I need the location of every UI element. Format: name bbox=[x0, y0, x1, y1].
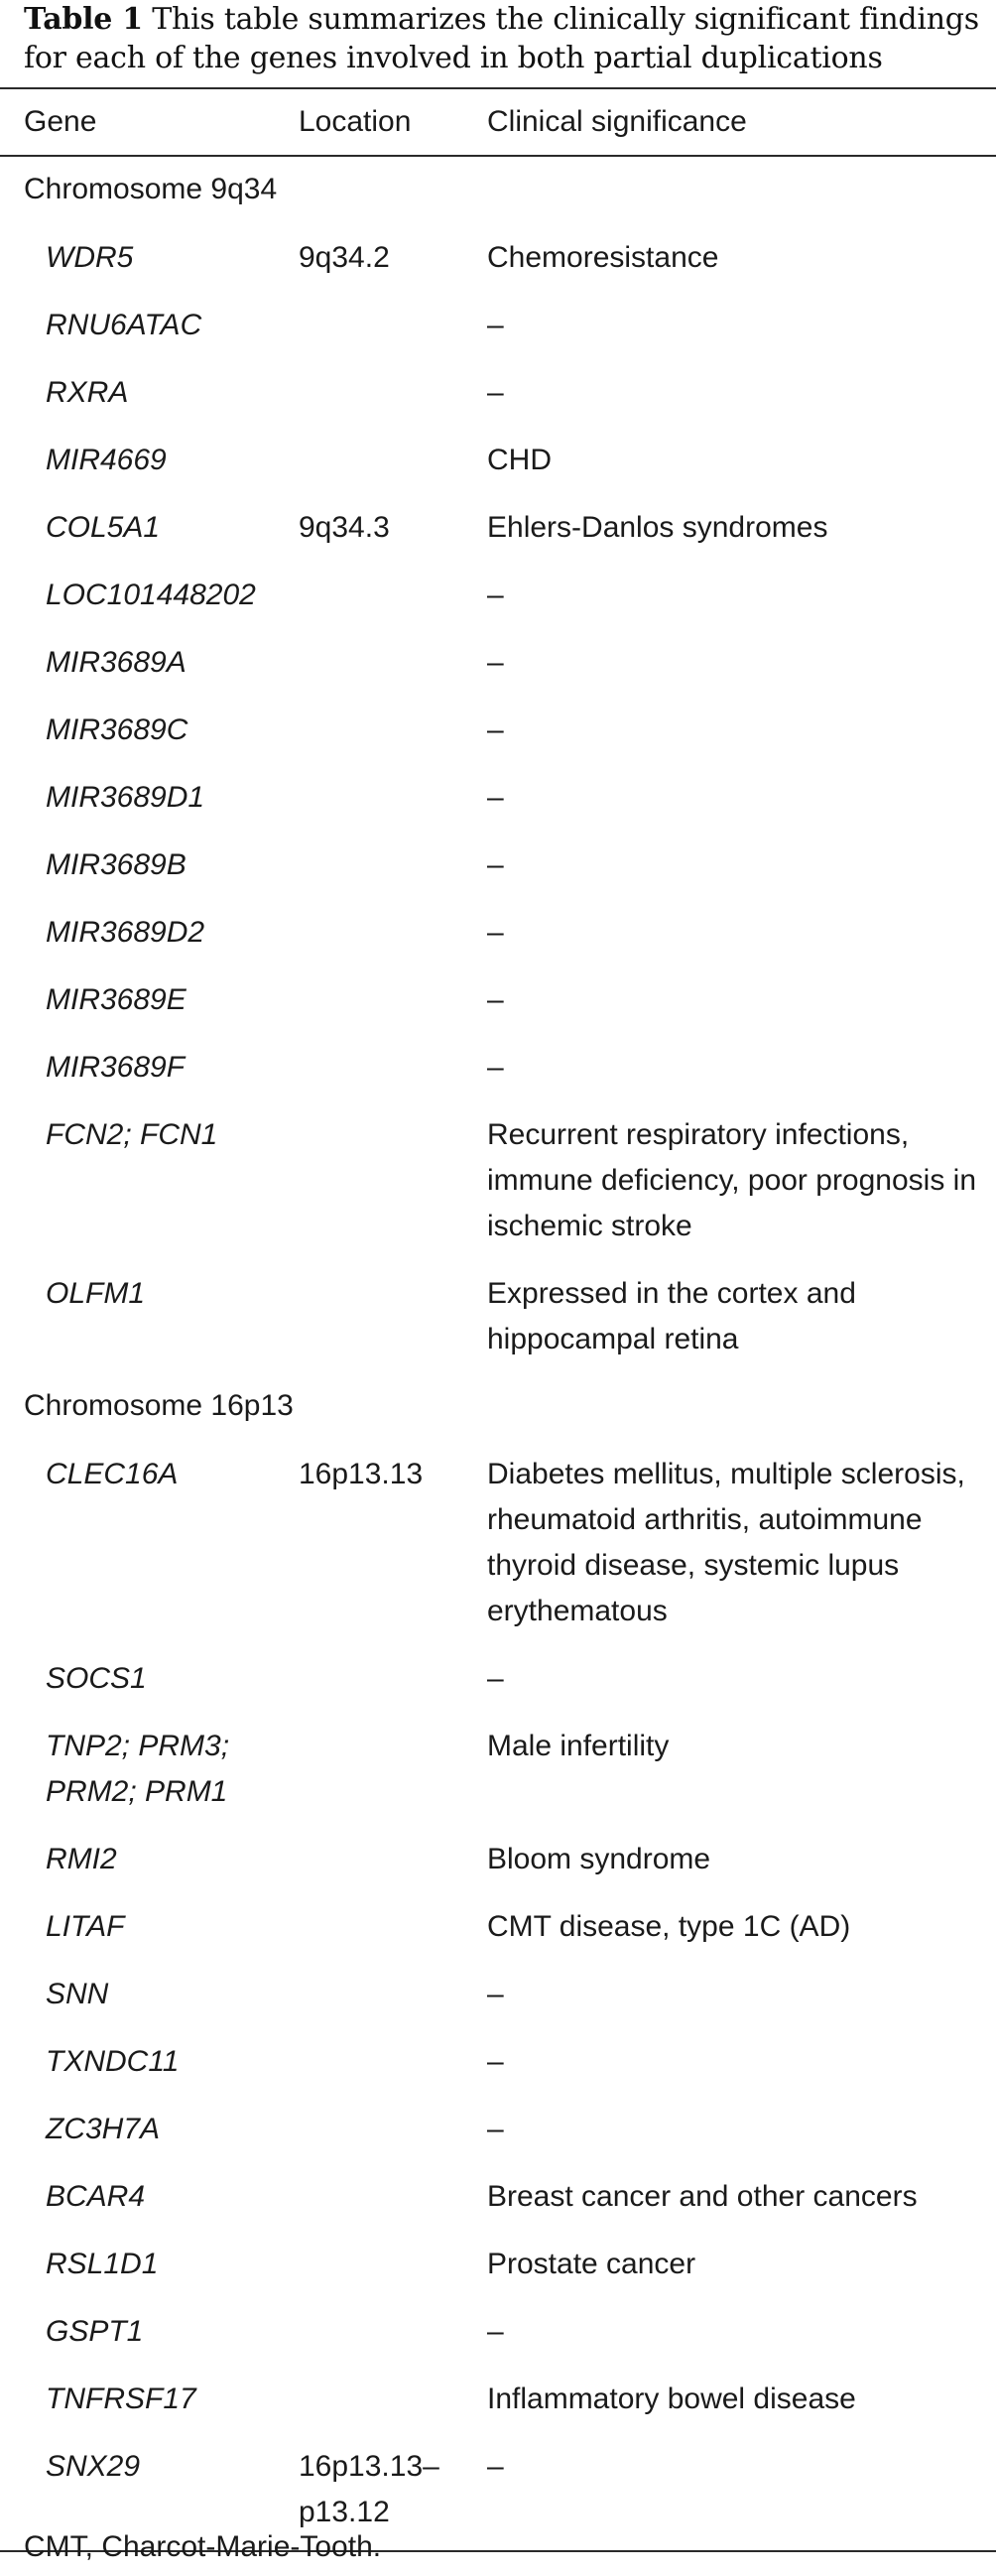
location-cell bbox=[297, 966, 485, 1034]
significance-cell: CHD bbox=[487, 444, 552, 476]
significance-cell: Diabetes mellitus, multiple sclerosis, rheumatoid arthritis, autoimmune thyroid disease, systemic lupus erythematous bbox=[487, 1458, 965, 1627]
gene-cell: COL5A1 bbox=[46, 511, 161, 544]
significance-cell: – bbox=[487, 781, 504, 814]
significance-cell: Expressed in the cortex and hippocampal retina bbox=[487, 1277, 856, 1355]
location-cell: 9q34.2 bbox=[299, 241, 390, 274]
table-row bbox=[0, 1441, 996, 1645]
gene-cell: TXNDC11 bbox=[46, 2045, 180, 2078]
table-row bbox=[0, 1260, 996, 1373]
location-cell bbox=[297, 1034, 485, 1101]
location-cell: 16p13.13 bbox=[299, 1458, 424, 1490]
significance-cell: – bbox=[487, 983, 504, 1016]
gene-cell: MIR3689A bbox=[46, 646, 187, 679]
table-row bbox=[0, 2298, 996, 2366]
significance-cell: – bbox=[487, 309, 504, 341]
location-cell bbox=[297, 2096, 485, 2163]
header-clinical-significance: Clinical significance bbox=[485, 88, 996, 156]
location-cell bbox=[297, 764, 485, 832]
table-row bbox=[0, 1034, 996, 1101]
location-cell bbox=[297, 832, 485, 899]
location-cell bbox=[297, 1260, 485, 1373]
location-cell bbox=[297, 562, 485, 629]
gene-cell: RXRA bbox=[46, 376, 129, 409]
location-cell bbox=[297, 1826, 485, 1893]
gene-cell: GSPT1 bbox=[46, 2315, 144, 2348]
table-row bbox=[0, 1713, 996, 1826]
caption-text: This table summarizes the clinically significant findings for each of the genes involved in both partial duplications bbox=[24, 2, 979, 75]
table-footnote: CMT, Charcot-Marie-Tooth. bbox=[24, 2530, 382, 2563]
table-row bbox=[0, 629, 996, 697]
table-caption bbox=[24, 0, 986, 77]
table-row bbox=[0, 1961, 996, 2028]
table-label: Table 1 bbox=[24, 2, 143, 37]
location-cell bbox=[297, 1893, 485, 1961]
location-cell bbox=[297, 2231, 485, 2298]
table-row bbox=[0, 966, 996, 1034]
location-cell bbox=[297, 2366, 485, 2433]
gene-cell: MIR3689E bbox=[46, 983, 187, 1016]
gene-cell: MIR3689D1 bbox=[46, 781, 205, 814]
significance-cell: – bbox=[487, 713, 504, 746]
table-row bbox=[0, 2231, 996, 2298]
table-body bbox=[0, 156, 996, 2551]
location-cell bbox=[297, 697, 485, 764]
gene-cell: MIR4669 bbox=[46, 444, 167, 476]
gene-table bbox=[0, 87, 996, 2552]
table-row bbox=[0, 1893, 996, 1961]
significance-cell: Chemoresistance bbox=[487, 241, 719, 274]
header-row bbox=[0, 88, 996, 156]
section-title: Chromosome 16p13 bbox=[24, 1389, 294, 1422]
table-row bbox=[0, 427, 996, 494]
significance-cell: – bbox=[485, 2433, 996, 2551]
significance-cell: Recurrent respiratory infections, immune deficiency, poor prognosis in ischemic stroke bbox=[487, 1118, 977, 1242]
table-row bbox=[0, 2366, 996, 2433]
table-row bbox=[0, 2163, 996, 2231]
location-cell: 16p13.13–p13.12 bbox=[297, 2433, 485, 2551]
gene-cell: CLEC16A bbox=[46, 1458, 179, 1490]
significance-cell: CMT disease, type 1C (AD) bbox=[487, 1910, 851, 1943]
location-cell bbox=[297, 2028, 485, 2096]
significance-cell: – bbox=[487, 2045, 504, 2078]
table-row bbox=[0, 359, 996, 427]
significance-cell: – bbox=[487, 1051, 504, 1084]
significance-cell: Bloom syndrome bbox=[487, 1843, 711, 1875]
table-row bbox=[0, 292, 996, 359]
significance-cell: – bbox=[487, 2113, 504, 2145]
location-cell bbox=[297, 899, 485, 966]
location-cell bbox=[297, 2163, 485, 2231]
significance-cell: – bbox=[487, 646, 504, 679]
significance-cell: – bbox=[487, 1662, 504, 1695]
gene-cell: TNFRSF17 bbox=[46, 2383, 196, 2415]
location-cell bbox=[297, 427, 485, 494]
significance-cell: Breast cancer and other cancers bbox=[487, 2180, 918, 2213]
location-cell bbox=[297, 292, 485, 359]
gene-cell: ZC3H7A bbox=[46, 2113, 161, 2145]
location-cell bbox=[297, 1101, 485, 1260]
gene-cell: MIR3689F bbox=[46, 1051, 186, 1084]
gene-cell: SOCS1 bbox=[46, 1662, 147, 1695]
table-row bbox=[0, 1101, 996, 1260]
significance-cell: – bbox=[487, 848, 504, 881]
table-row bbox=[0, 764, 996, 832]
table-row bbox=[0, 899, 996, 966]
section-title: Chromosome 9q34 bbox=[24, 173, 278, 205]
location-cell bbox=[297, 359, 485, 427]
gene-cell: SNX29 bbox=[0, 2433, 297, 2551]
gene-cell: RNU6ATAC bbox=[46, 309, 202, 341]
section-row bbox=[0, 1373, 996, 1441]
significance-cell: – bbox=[487, 1978, 504, 2010]
significance-cell: – bbox=[487, 579, 504, 611]
table-row bbox=[0, 697, 996, 764]
gene-cell: SNN bbox=[46, 1978, 109, 2010]
table-row bbox=[0, 2096, 996, 2163]
significance-cell: Inflammatory bowel disease bbox=[487, 2383, 856, 2415]
table-row bbox=[0, 562, 996, 629]
significance-cell: – bbox=[487, 916, 504, 949]
significance-cell: Male infertility bbox=[487, 1730, 670, 1762]
gene-cell: MIR3689D2 bbox=[46, 916, 205, 949]
section-row bbox=[0, 156, 996, 224]
significance-cell: – bbox=[487, 376, 504, 409]
gene-cell: LITAF bbox=[46, 1910, 125, 1943]
gene-cell: MIR3689B bbox=[46, 848, 187, 881]
location-cell bbox=[297, 2298, 485, 2366]
table-row bbox=[0, 1826, 996, 1893]
location-cell: 9q34.3 bbox=[299, 511, 390, 544]
table-row bbox=[0, 1645, 996, 1713]
table-row bbox=[0, 494, 996, 562]
table-row bbox=[0, 832, 996, 899]
table-row bbox=[0, 224, 996, 292]
location-cell bbox=[297, 629, 485, 697]
gene-cell: BCAR4 bbox=[46, 2180, 146, 2213]
gene-cell: OLFM1 bbox=[46, 1277, 146, 1310]
significance-cell: Ehlers-Danlos syndromes bbox=[487, 511, 828, 544]
location-cell bbox=[297, 1713, 485, 1826]
significance-cell: Prostate cancer bbox=[487, 2248, 696, 2280]
significance-cell: – bbox=[487, 2315, 504, 2348]
location-cell bbox=[297, 1961, 485, 2028]
gene-cell: MIR3689C bbox=[46, 713, 188, 746]
gene-cell: WDR5 bbox=[46, 241, 134, 274]
header-location: Location bbox=[297, 88, 485, 156]
gene-cell: RSL1D1 bbox=[46, 2248, 159, 2280]
header-gene: Gene bbox=[0, 88, 297, 156]
gene-cell: FCN2; FCN1 bbox=[46, 1118, 218, 1151]
gene-cell: RMI2 bbox=[46, 1843, 117, 1875]
gene-cell: TNP2; PRM3; PRM2; PRM1 bbox=[46, 1730, 230, 1808]
gene-cell: LOC101448202 bbox=[46, 579, 256, 611]
table-header bbox=[0, 88, 996, 156]
table-row bbox=[0, 2028, 996, 2096]
location-cell bbox=[297, 1645, 485, 1713]
